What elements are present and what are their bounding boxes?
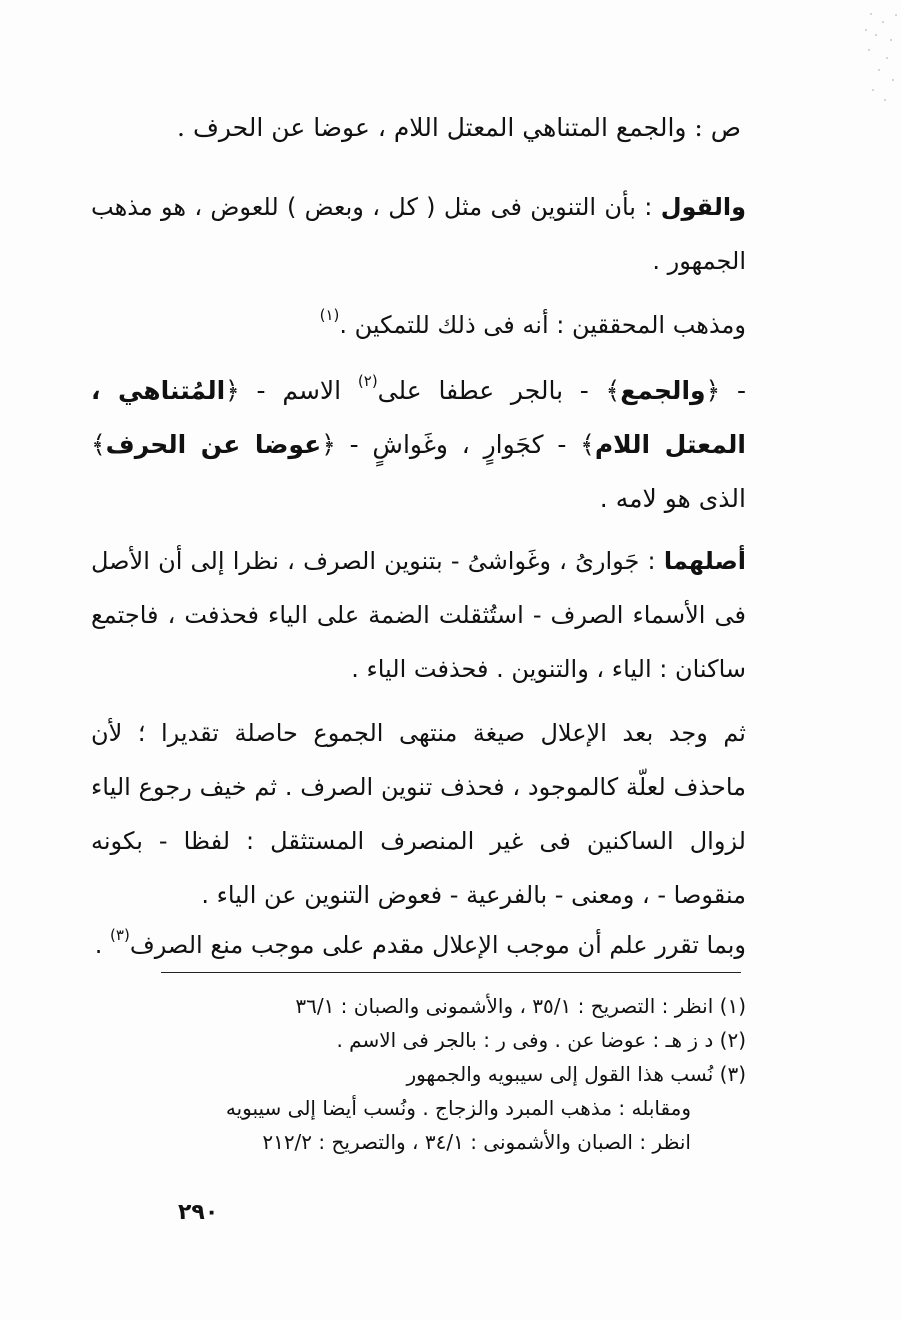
paragraph-6-end: . (94, 931, 111, 959)
page-number: ٢٩٠ (178, 1200, 219, 1225)
footnote-separator (161, 972, 741, 973)
matn-line (141, 100, 741, 156)
matn-text: ص : والجمع المتناهي المعتل اللام ، عوضا عن الحرف . (177, 113, 741, 142)
paragraph-3-part-a: - ﴿ (705, 376, 746, 405)
footnote-ref-1: (١) (319, 306, 340, 324)
paragraph-3-part-f: ﴾ - كجَوارٍ ، وغَواشٍ - ﴿ (321, 430, 595, 459)
paragraph-5 (91, 706, 746, 922)
footnote-2: (٢) د ز هـ : عوضا عن . وفى ر : بالجر فى الاسم . (336, 1028, 746, 1052)
paragraph-3-term-iwad: عوضا عن الحرف (105, 430, 322, 459)
paragraph-3 (91, 364, 746, 526)
paragraph-1-text: : بأن التنوين فى مثل ( كل ، وبعض ) للعوض ، هو مذهب الجمهور . (91, 193, 746, 275)
footnote-3-continued: ومقابله : مذهب المبرد والزجاج . ونُسب أيضا إلى سيبويه (225, 1096, 691, 1120)
paragraph-3-part-h: ﴾ الذى هو لامه . (91, 430, 746, 513)
paragraph-3-term-mutanahi: المُتناهي ، المعتل اللام (91, 376, 746, 459)
paragraph-5-text: ثم وجد بعد الإعلال صيغة منتهى الجموع حاصلة تقديرا ؛ لأن ماحذف لعلّة كالموجود ، فحذف تنوين الصرف . ثم خيف رجوع الياء لزوال الساكنين فى غير المنصرف المستثقل : لفظا - بكونه منقوصا - ، ومعنى - بالفرعية - فعوض التنوين عن الياء . (91, 719, 746, 909)
paragraph-4 (91, 534, 746, 696)
paragraph-1-lead: والقول (660, 193, 746, 221)
footnote-1: (١) انظر : التصريح : ٣٥/١ ، والأشمونى والصبان : ٣٦/١ (295, 994, 746, 1018)
paragraph-2-text: ومذهب المحققين : أنه فى ذلك للتمكين . (339, 311, 746, 339)
scan-speckle-decoration (821, 0, 901, 130)
footnote-3-source: انظر : الصبان والأشمونى : ٣٤/١ ، والتصريح : ٢١٢/٢ (262, 1130, 691, 1154)
paragraph-4-text: : جَوارىُ ، وغَواشىُ - بتنوين الصرف ، نظرا إلى أن الأصل فى الأسماء الصرف - استُثقلت الضمة على الياء فحذفت ، فاجتمع ساكنان : الياء ، والتنوين . فحذفت الياء . (91, 547, 746, 683)
paragraph-3-part-d: الاسم - ﴿ (225, 376, 358, 405)
paragraph-6 (91, 918, 746, 972)
paragraph-4-lead: أصلهما (663, 547, 746, 575)
paragraph-1 (91, 180, 746, 288)
paragraph-3-term-jam: والجمع (620, 376, 706, 405)
paragraph-3-part-c: ﴾ - بالجر عطفا على (377, 376, 621, 405)
paragraph-6-text: وبما تقرر علم أن موجب الإعلال مقدم على موجب منع الصرف (129, 931, 746, 959)
footnote-3: (٣) نُسب هذا القول إلى سيبويه والجمهور (406, 1062, 746, 1086)
footnote-ref-2: (٢) (357, 371, 378, 390)
footnote-ref-3: (٣) (110, 926, 130, 944)
paragraph-2 (91, 298, 746, 352)
